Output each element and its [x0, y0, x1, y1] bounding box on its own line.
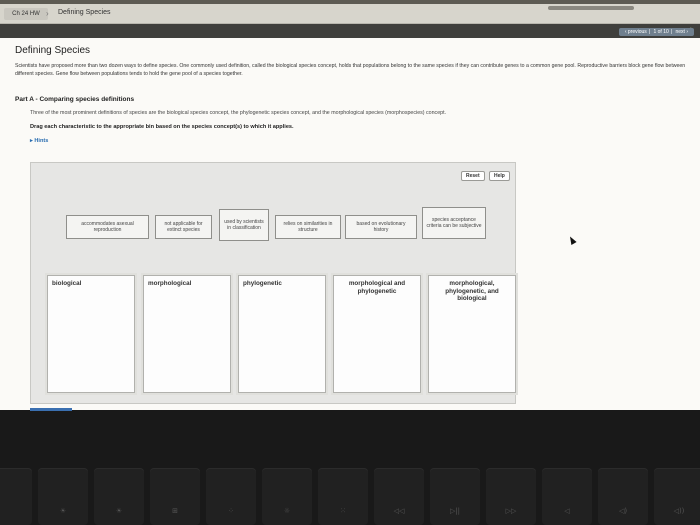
- keyboard-key: [430, 468, 480, 525]
- keyboard-key: [598, 468, 648, 525]
- brightness-up-icon: ☀: [115, 507, 123, 515]
- help-button[interactable]: Help: [489, 171, 510, 181]
- drag-instruction: Drag each characteristic to the appropriate bin based on the species concept(s) to which it applies.: [30, 124, 294, 130]
- bin-label: morphological, phylogenetic, and biological: [445, 280, 499, 302]
- keyboard-light-down-icon: ☼: [283, 507, 291, 515]
- bin-biological[interactable]: [47, 275, 135, 393]
- draggable-label[interactable]: species acceptance criteria can be subjective: [422, 207, 486, 239]
- launchpad-icon: ⁘: [228, 507, 234, 515]
- page-position: 1 of 10: [653, 29, 669, 35]
- keyboard-key: [318, 468, 368, 525]
- keyboard-key: [486, 468, 536, 525]
- bin-label: biological: [52, 280, 82, 287]
- page-title: Defining Species: [15, 45, 91, 56]
- intro-text: Scientists have proposed more than two dozen ways to define species. One commonly used definition, called the biological species concept, holds that populations belong to the same species if they can contribute genes to a common gene pool. Reproductive barriers block gene flow between different species. Gene flow between populations tends to hold the gene pool of a species together.: [15, 63, 686, 77]
- draggable-label[interactable]: used by scientists in classification: [219, 209, 269, 241]
- assignment-header: [0, 24, 700, 38]
- drag-drop-panel: [30, 162, 516, 404]
- volume-down-icon: ◁): [618, 507, 628, 515]
- keyboard-key: [374, 468, 424, 525]
- mission-control-icon: ⊞: [172, 507, 178, 515]
- keyboard-key: [0, 468, 32, 525]
- play-pause-icon: ▷||: [449, 507, 461, 515]
- next-link[interactable]: next ›: [675, 29, 688, 35]
- bin-morphological[interactable]: [143, 275, 231, 393]
- keyboard-key: [542, 468, 592, 525]
- bin-phylogenetic[interactable]: [238, 275, 326, 393]
- pager: ‹ previous | 1 of 10 | next ›: [619, 28, 694, 36]
- bottom-tab-indicator: [30, 408, 72, 411]
- brightness-down-icon: ☀: [59, 507, 67, 515]
- keyboard-light-up-icon: ⁙: [340, 507, 346, 515]
- hints-link[interactable]: ▸ Hints: [30, 138, 49, 144]
- bin-all-three[interactable]: [428, 275, 516, 393]
- breadcrumb-separator: ›: [46, 9, 49, 18]
- part-title: Part A - Comparing species definitions: [15, 96, 135, 103]
- keyboard-key: [654, 468, 700, 525]
- keyboard-function-row: [0, 468, 700, 525]
- breadcrumb-title: Defining Species: [58, 9, 111, 16]
- assignment-page: [0, 29, 700, 410]
- browser-tab-bar: [0, 4, 700, 24]
- rewind-icon: ◁◁: [393, 507, 405, 515]
- draggable-label[interactable]: accommodates asexual reproduction: [66, 215, 149, 239]
- bin-label: phylogenetic: [243, 280, 282, 287]
- keyboard-key: [150, 468, 200, 525]
- course-tab[interactable]: Ch 24 HW: [4, 8, 48, 20]
- volume-up-icon: ◁)): [673, 507, 685, 515]
- keyboard-key: [94, 468, 144, 525]
- keyboard-key: [38, 468, 88, 525]
- fast-forward-icon: ▷▷: [505, 507, 517, 515]
- bin-label: morphological and phylogenetic: [348, 280, 406, 295]
- draggable-label[interactable]: relies on similarities in structure: [275, 215, 341, 239]
- mute-icon: ◁: [564, 507, 570, 515]
- previous-link[interactable]: ‹ previous: [624, 29, 647, 35]
- draggable-label[interactable]: based on evolutionary history: [345, 215, 417, 239]
- keyboard-key: [262, 468, 312, 525]
- bin-label: morphological: [148, 280, 192, 287]
- keyboard-key: [206, 468, 256, 525]
- instruction-text: Three of the most prominent definitions of species are the biological species concept, the phylogenetic species concept, and the morphological species (morphospecies) concept.: [30, 110, 447, 116]
- horizontal-scrollbar[interactable]: [548, 6, 634, 10]
- draggable-label[interactable]: not applicable for extinct species: [155, 215, 212, 239]
- reset-button[interactable]: Reset: [461, 171, 485, 181]
- bin-morphological-phylogenetic[interactable]: [333, 275, 421, 393]
